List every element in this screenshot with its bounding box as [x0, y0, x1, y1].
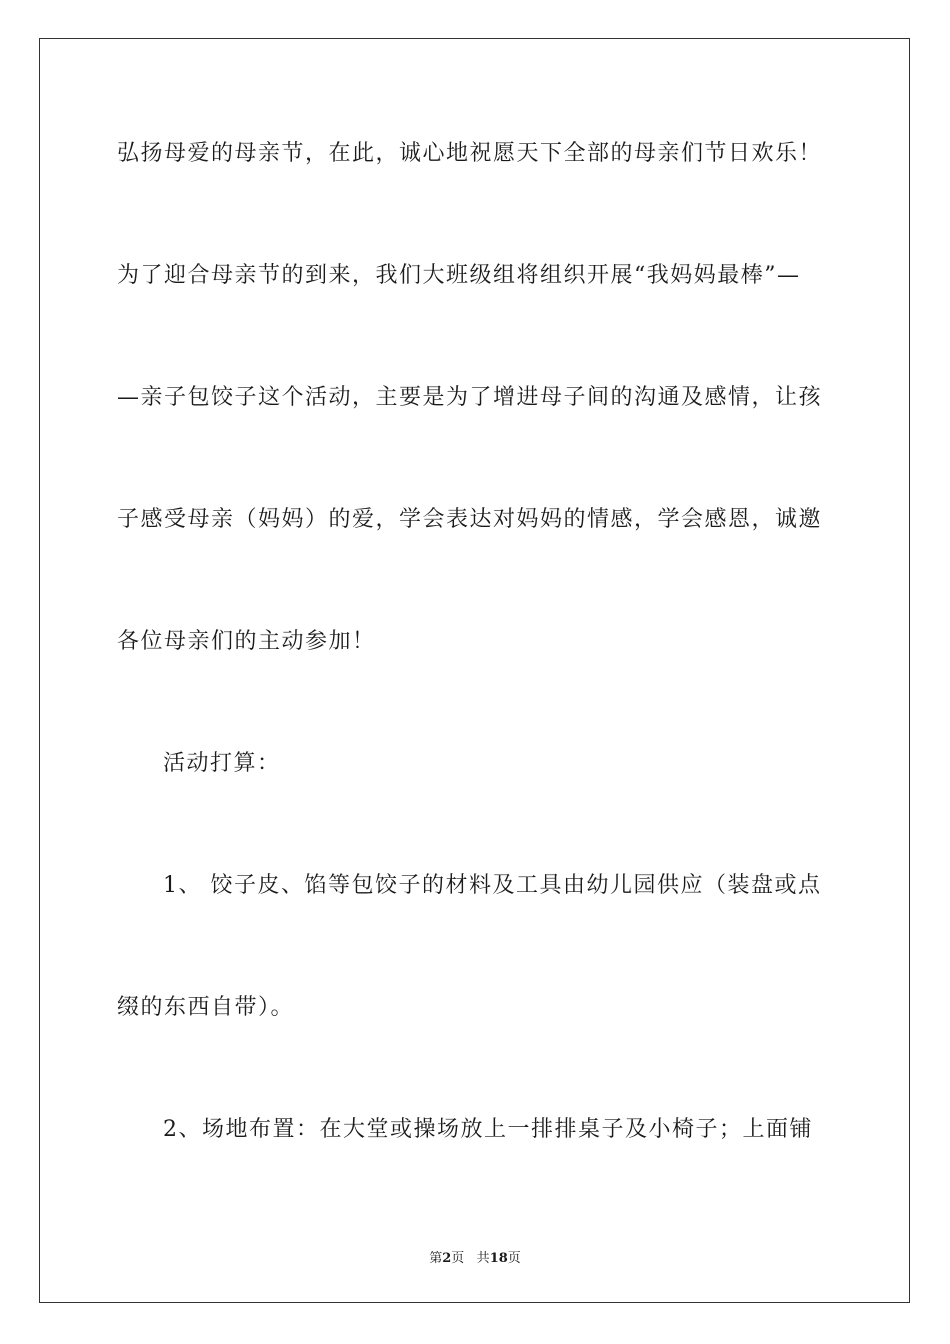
text-line-5: 各位母亲们的主动参加！ [117, 629, 376, 654]
footer-page-mid: 页 [451, 1251, 465, 1266]
list-item-1-continuation: 缀的东西自带）。 [117, 995, 295, 1020]
text-line-1: 弘扬母爱的母亲节，在此，诚心地祝愿天下全部的母亲们节日欢乐！ [117, 141, 823, 166]
footer-total-pages: 18 [489, 1251, 508, 1266]
section-heading: 活动打算： [163, 751, 281, 776]
footer-current-page: 2 [442, 1251, 452, 1266]
footer-page-prefix: 第 [429, 1251, 443, 1266]
footer-total-prefix: 共 [476, 1251, 490, 1266]
page-footer [0, 1247, 950, 1266]
text-line-3: —亲子包饺子这个活动，主要是为了增进母子间的沟通及感情，让孩 [117, 385, 823, 410]
list-item-2: 2、场地布置：在大堂或操场放上一排排桌子及小椅子；上面铺 [163, 1117, 813, 1142]
text-line-2: 为了迎合母亲节的到来，我们大班级组将组织开展“我妈妈最棒”— [117, 263, 801, 288]
footer-total-suffix: 页 [507, 1251, 521, 1266]
page-border [39, 38, 910, 1303]
list-item-1: 1、 饺子皮、馅等包饺子的材料及工具由幼儿园供应（装盘或点 [163, 873, 822, 898]
text-line-4: 子感受母亲（妈妈）的爱，学会表达对妈妈的情感，学会感恩，诚邀 [117, 507, 823, 532]
